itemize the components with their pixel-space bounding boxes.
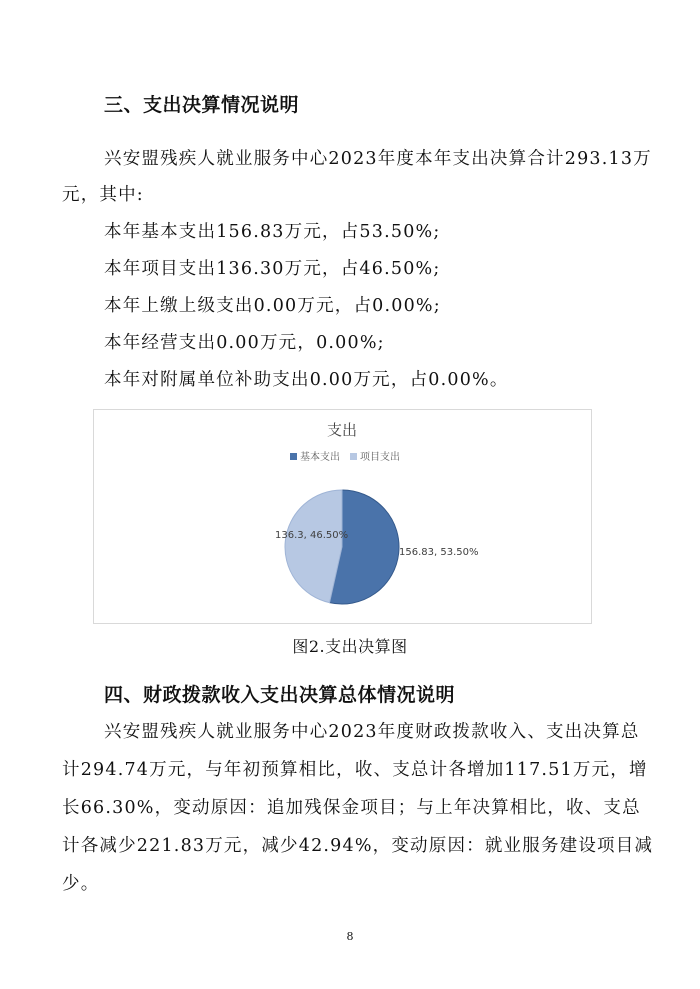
figure-caption: 图2.支出决算图 <box>292 637 408 656</box>
expense-item-basic: 本年基本支出156.83万元，占53.50%; <box>104 222 441 242</box>
section3-para1-line2: 元，其中: <box>62 185 144 205</box>
pie-data-label: 156.83, 53.50% <box>399 547 479 558</box>
section4-heading: 四、财政拨款收入支出决算总体情况说明 <box>104 684 456 706</box>
expense-pie-chart <box>93 409 592 624</box>
legend-label: 基本支出 <box>300 452 340 463</box>
section4-line: 计各减少221.83万元，减少42.94%，变动原因：就业服务建设项目减 <box>62 836 654 856</box>
chart-title: 支出 <box>326 421 358 439</box>
expense-item-business: 本年经营支出0.00万元，0.00%; <box>104 333 385 353</box>
expense-item-subsidy: 本年对附属单位补助支出0.00万元，占0.00%。 <box>104 370 509 390</box>
pie-chart-svg <box>94 410 591 623</box>
legend-swatch <box>290 453 297 460</box>
chart-legend <box>290 450 400 463</box>
pie-data-label: 136.3, 46.50% <box>275 530 349 541</box>
page-number: 8 <box>346 930 354 943</box>
pie-slice-project <box>285 490 342 603</box>
section3-para1-line1: 兴安盟残疾人就业服务中心2023年度本年支出决算合计293.13万 <box>104 149 652 169</box>
legend-label: 项目支出 <box>360 452 400 463</box>
expense-item-upper-remit: 本年上缴上级支出0.00万元，占0.00%; <box>104 296 441 316</box>
pie-slices <box>285 490 399 604</box>
section4-line: 长66.30%，变动原因：追加残保金项目；与上年决算相比，收、支总 <box>62 798 641 818</box>
expense-item-project: 本年项目支出136.30万元，占46.50%; <box>104 259 441 279</box>
section4-line: 少。 <box>62 874 100 894</box>
section3-heading: 三、支出决算情况说明 <box>104 94 300 116</box>
section4-line: 计294.74万元，与年初预算相比，收、支总计各增加117.51万元，增 <box>62 760 648 780</box>
legend-swatch <box>350 453 357 460</box>
section4-line: 兴安盟残疾人就业服务中心2023年度财政拨款收入、支出决算总 <box>104 722 640 742</box>
